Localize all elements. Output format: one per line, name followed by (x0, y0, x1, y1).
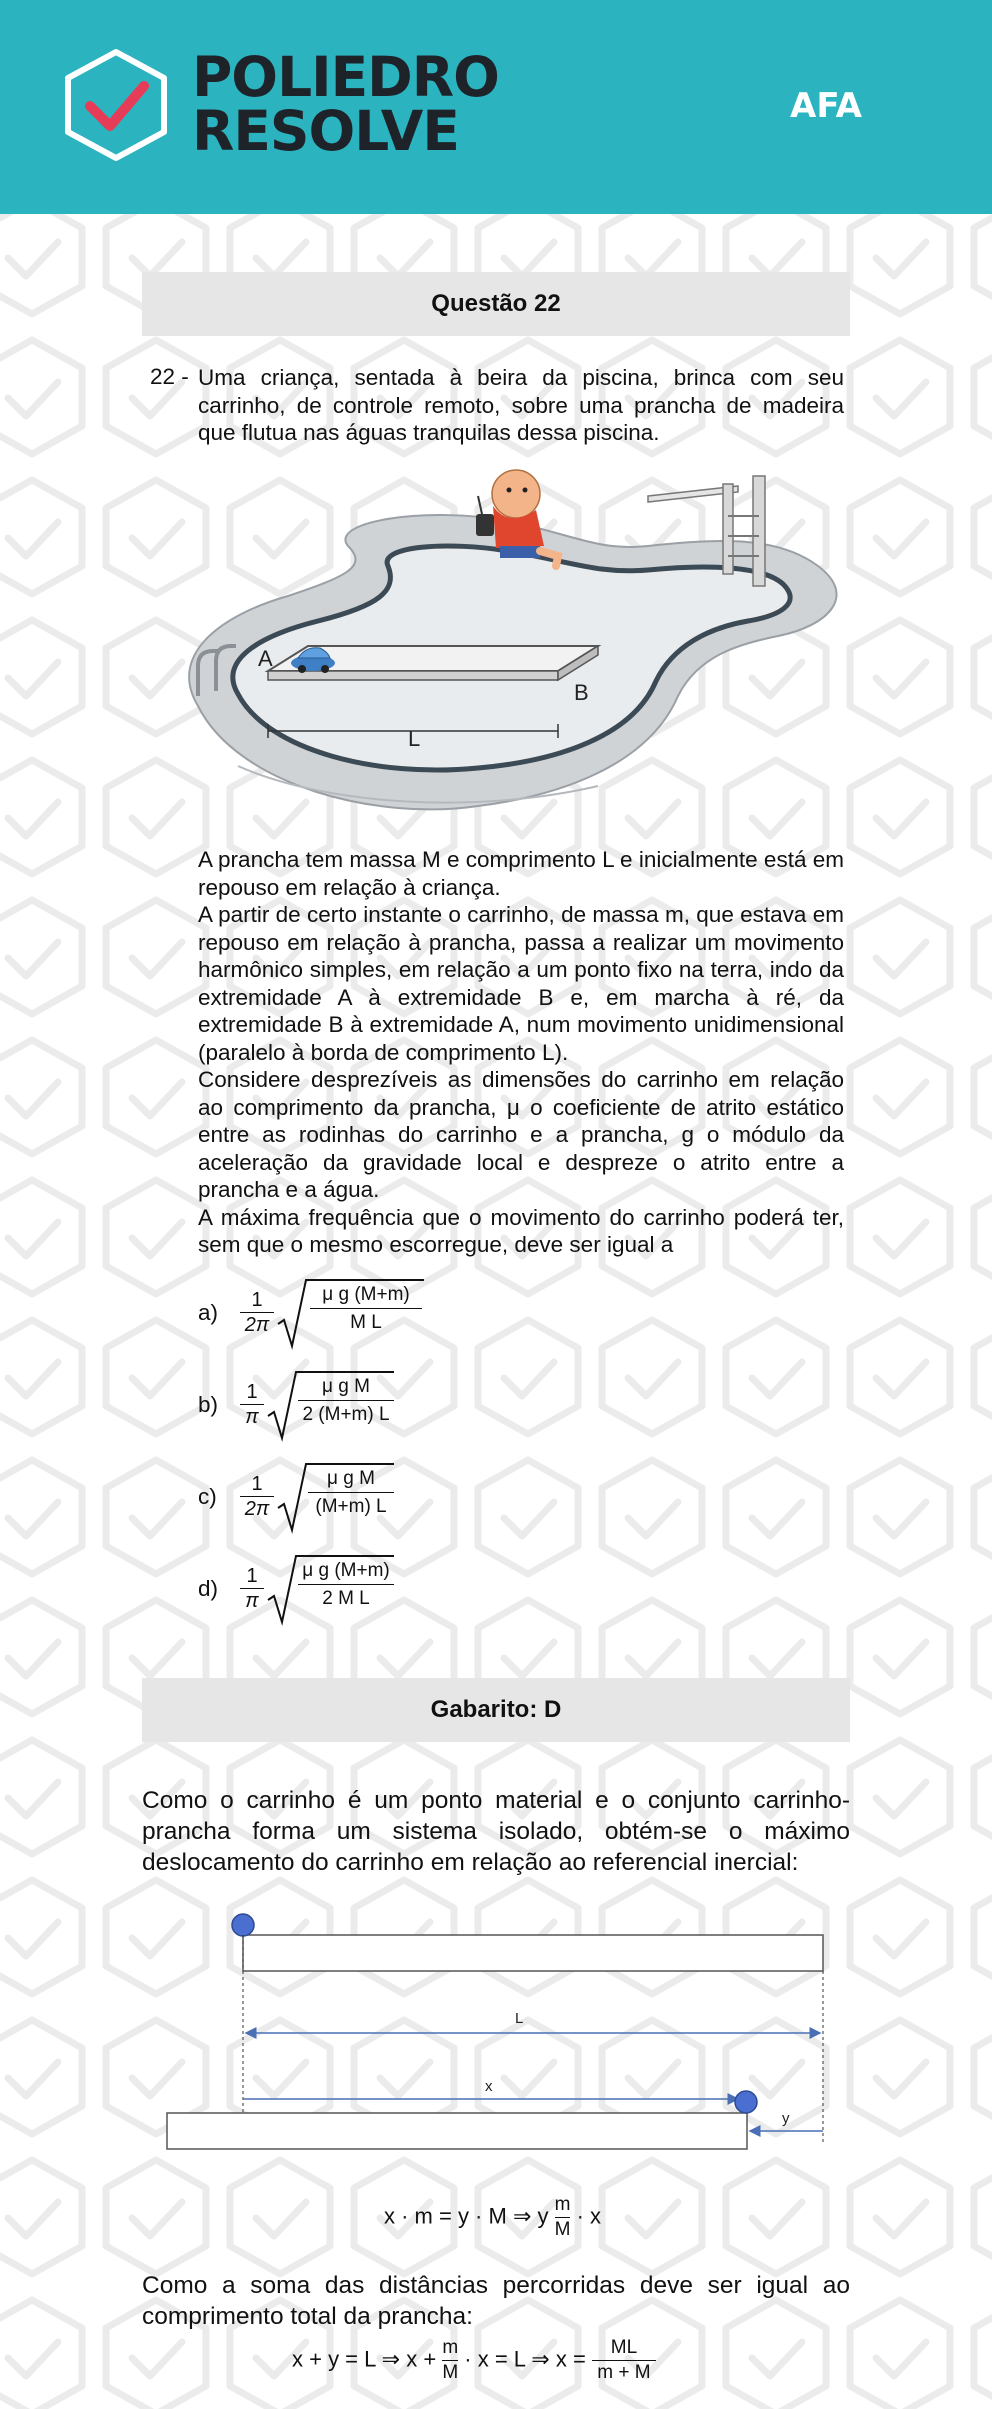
option-letter: d) (198, 1576, 219, 1601)
coef-numerator: 1 (246, 1381, 258, 1403)
equation-1 (384, 2193, 601, 2242)
option-c[interactable] (198, 1460, 438, 1540)
equation-2 (292, 2336, 656, 2385)
square-root (276, 1460, 396, 1534)
eq2-frac2-num: ML (610, 2337, 638, 2358)
solution-paragraph-2: Como a soma das distâncias percorridas deve ser igual ao comprimento total da prancha: (142, 2272, 850, 2330)
car-initial-marker (232, 1914, 254, 1936)
answer-title: Gabarito: D (142, 1678, 850, 1742)
label-x: x (485, 2078, 493, 2095)
exam-label: AFA (790, 86, 862, 126)
radicand-numerator: μ g M (327, 1468, 375, 1489)
coef-numerator: 1 (246, 1565, 258, 1587)
eq1-left: x · m = y · M ⇒ y (384, 2203, 549, 2229)
plank-final (167, 2113, 747, 2149)
question-title: Questão 22 (142, 272, 850, 336)
question-number: 22 - (150, 364, 189, 389)
radicand-denominator: M L (310, 1308, 422, 1337)
plank-label-b: B (574, 680, 589, 705)
eq1-fraction (555, 2193, 571, 2242)
eq2-fraction-1 (442, 2336, 458, 2385)
radicand-denominator: 2 (M+m) L (298, 1400, 394, 1429)
eq2-frac1-den: M (442, 2362, 459, 2383)
eq2-fraction-2 (592, 2336, 656, 2385)
plank-length-label: L (408, 726, 421, 751)
coefficient-fraction (240, 1472, 274, 1521)
option-d[interactable] (198, 1552, 438, 1632)
check-hexagon-logo-icon (60, 46, 172, 164)
coef-denominator: 2π (240, 1496, 274, 1521)
intro-line: carrinho, de controle remoto, sobre uma prancha de madeira (198, 392, 844, 418)
body-paragraph: A máxima frequência que o movimento do carrinho poderá ter, sem que o mesmo escorregue, deve ser igual a (198, 1204, 844, 1257)
coef-numerator: 1 (251, 1473, 263, 1495)
intro-line: Uma criança, sentada à beira da piscina, brinca com seu (198, 365, 844, 390)
brand-line-2: RESOLVE (192, 99, 459, 163)
brand-line-1: POLIEDRO (192, 45, 499, 109)
coef-numerator: 1 (251, 1289, 263, 1311)
solution-paragraph-1: Como o carrinho é um ponto material e o conjunto carrinho-prancha forma um sistema isolado, obtém-se o máximo deslocamento do carrinho em relação ao referencial inercial: (142, 1787, 850, 1876)
header-banner (0, 0, 992, 214)
question-body (198, 846, 844, 1259)
pool-illustration (178, 466, 846, 830)
radicand-fraction (310, 1282, 422, 1337)
coefficient-fraction (240, 1564, 264, 1613)
eq2-part2: · x = L ⇒ x = (464, 2346, 586, 2372)
radicand-fraction (308, 1466, 394, 1521)
radicand-numerator: μ g M (322, 1376, 370, 1397)
option-letter: b) (198, 1392, 219, 1417)
intro-line: que flutua nas águas tranquilas dessa piscina. (198, 420, 660, 445)
option-letter: c) (198, 1484, 217, 1509)
plank-label-a: A (258, 646, 273, 671)
square-root (266, 1552, 396, 1626)
radicand-numerator: μ g (M+m) (302, 1560, 390, 1581)
coef-denominator: π (240, 1404, 264, 1429)
eq2-part1: x + y = L ⇒ x + (292, 2346, 437, 2372)
eq1-right: · x (576, 2203, 602, 2229)
brand-logo-text (192, 45, 499, 163)
eq1-frac-num: m (554, 2194, 571, 2215)
label-l: L (515, 2010, 524, 2027)
body-paragraph: A partir de certo instante o carrinho, de massa m, que estava em repouso em relação à prancha, passa a realizar um movimento harmônico simples, em relação a um ponto fixo na terra, indo da extremidade A à extremidade B e, em marcha à ré, da extremidade B à extremidade A, num movimento unidimensional (paralelo à borda de comprimento L). (198, 902, 844, 1065)
coef-denominator: π (240, 1588, 264, 1613)
question-intro (198, 364, 844, 447)
body-paragraph: Considere desprezíveis as dimensões do carrinho em relação ao comprimento da prancha, μ o coeficiente de atrito estático entre as rodinhas do carrinho e a prancha, g o módulo da aceleração da gravidade local e despreze o atrito entre a prancha e a água. (198, 1067, 844, 1202)
eq2-frac2-den: m + M (592, 2360, 656, 2385)
coefficient-fraction (240, 1288, 274, 1337)
car-final-marker (735, 2091, 757, 2113)
radicand-numerator: μ g (M+m) (322, 1284, 410, 1305)
square-root (276, 1276, 426, 1350)
radicand-fraction (298, 1558, 394, 1613)
coefficient-fraction (240, 1380, 264, 1429)
coef-denominator: 2π (240, 1312, 274, 1337)
option-letter: a) (198, 1300, 219, 1325)
radicand-denominator: 2 M L (298, 1584, 394, 1613)
option-b[interactable] (198, 1368, 438, 1448)
radicand-denominator: (M+m) L (308, 1492, 394, 1521)
eq1-frac-den: M (554, 2219, 571, 2240)
square-root (266, 1368, 396, 1442)
plank-initial (243, 1935, 823, 1971)
label-y: y (782, 2110, 790, 2127)
option-a[interactable] (198, 1276, 438, 1356)
displacement-diagram (160, 1905, 840, 2155)
radicand-fraction (298, 1374, 394, 1429)
body-paragraph: A prancha tem massa M e comprimento L e inicialmente está em repouso em relação à criança. (198, 847, 844, 900)
eq2-frac1-num: m (442, 2337, 459, 2358)
